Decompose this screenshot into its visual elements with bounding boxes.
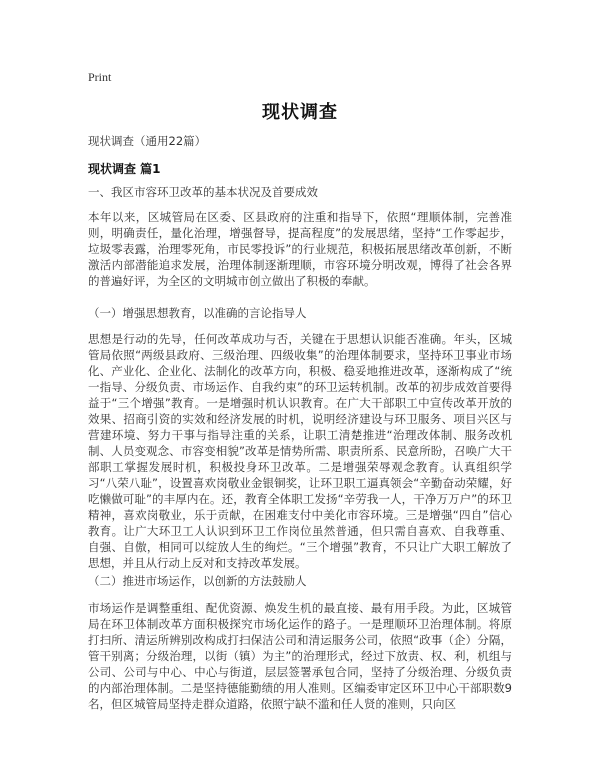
document-subtitle: 现状调查（通用22篇） bbox=[88, 134, 207, 148]
heading-3: （二）推进市场运作，以创新的方法鼓励人 bbox=[88, 574, 307, 588]
paragraph-1: 本年以来，区城管局在区委、区县政府的注重和指导下，依照“理顺体制，完善准则，明确责任，量化治理，增强督导，提高程度”的发展思绪，坚持“工作零起步，垃圾零表露，治理零死角，市民零投诉”的行业规范，积极拓展思绪改革创新，不断激活内部潜能追求发展，治理体制逐渐理顺，市容环境分明改观，博得了社会各界的普遍好评，为全区的文明城市创立做出了积极的奉献。 bbox=[88, 210, 512, 288]
paragraph-3: 市场运作是调整重组、配优资源、焕发生机的最直接、最有用手段。为此，区城管局在环卫体制改革方面积极探究市场化运作的路子。一是理顺环卫治理体制。将原打扫所、清运所辨别改构成打扫保洁公司和清运服务公司，依照“政事（企）分隔，管干别离；分级治理，以街（镇）为主”的治理形式，经过下放责、权、利，机组与公司、公司与中心、中心与街道，层层签署承包合同，坚持了分级治理、分级负责的内部治理体制。二是坚持德能勤绩的用人准则。区编委审定区环卫中心干部职数9名，但区城管局坚持走群众道路，依照宁缺不滥和任人贤的准则，只向区 bbox=[88, 601, 512, 711]
page-title: 现状调查 bbox=[262, 102, 338, 123]
print-label: Print bbox=[88, 70, 112, 84]
paragraph-2: 思想是行动的先导，任何改革成功与否，关键在于思想认识能否准确。年头，区城管局依照“两级县政府、三级治理、四级收集”的治理体制要求，坚持环卫事业市场化、产业化、企业化、法制化的改革方向，积极、稳妥地推进改革，逐渐构成了“统一指导、分级负责、市场运作、自我约束”的环卫运转机制。改革的初步成效首要得益于“三个增强”教育。一是增强时机认识教育。在广大干部职工中宣传改革开放的效果、招商引资的实效和经济发展的时机，说明经济建设与环卫服务、项目兴区与营建环境、努力干事与指导注重的关系，让职工清楚推进“治理改体制、服务改机制、人员变观念、市容变相貌”改革是情势所需、职责所系、民意所盼，召唤广大干部职工掌握发展时机，积极投身环卫改革。二是增强荣辱观念教育。认真组织学习“八荣八耻”，设置喜欢岗敬业金银铜奖，让环卫职工逼真领会“辛勤奋动荣耀，好吃懒做可耻”的丰厚内在。还，教育全体职工发扬“辛劳我一人，干净万万户”的环卫精神，喜欢岗敬业，乐于贡献，在困难支付中美化市容环境。三是增强“四自”信心教育。让广大环卫工人认识到环卫工作岗位虽然普通，但只需自喜欢、自我尊重、自强、自傲，相同可以绽放人生的绚烂。“三个增强”教育，不只让广大职工解放了思想，并且从行动上反对和支持改革发展。 bbox=[88, 332, 512, 570]
section-title: 现状调查 篇1 bbox=[88, 162, 161, 176]
heading-1: 一、我区市容环卫改革的基本状况及首要成效 bbox=[88, 185, 318, 199]
heading-2: （一）增强思想教育，以准确的言论指导人 bbox=[88, 306, 307, 320]
